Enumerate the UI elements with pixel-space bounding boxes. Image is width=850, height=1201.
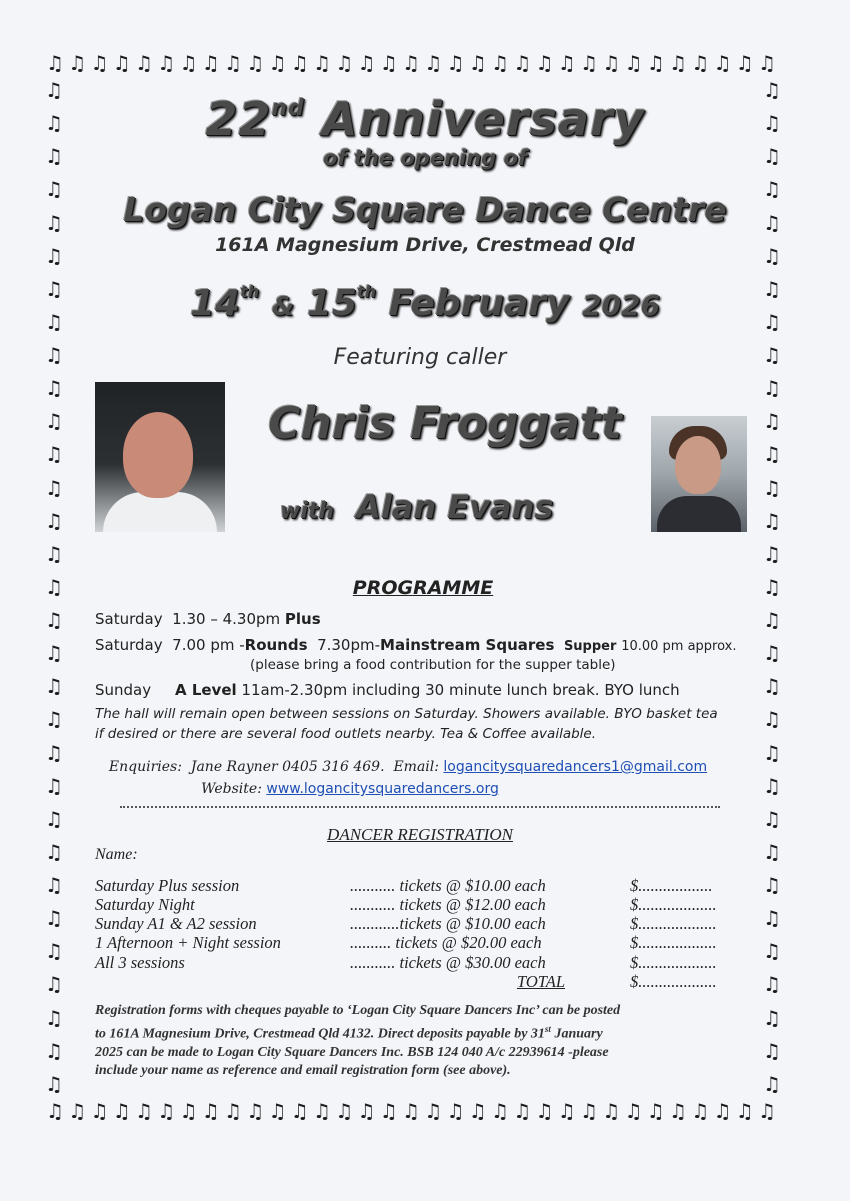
website-line: Website: www.logancitysquaredancers.org [201, 781, 499, 797]
music-note-icon: ♫ [45, 177, 63, 202]
music-note-icon: ♫ [763, 806, 781, 831]
music-note-icon: ♫ [135, 51, 153, 75]
music-note-icon: ♫ [45, 276, 63, 301]
music-note-icon: ♫ [763, 177, 781, 202]
music-note-icon: ♫ [90, 51, 109, 75]
music-note-icon: ♫ [763, 608, 781, 632]
music-note-icon: ♫ [763, 1005, 781, 1030]
music-note-icon: ♫ [491, 1099, 509, 1123]
registration-heading: DANCER REGISTRATION [327, 825, 513, 844]
music-note-icon: ♫ [580, 51, 598, 75]
music-note-icon: ♫ [201, 51, 220, 75]
registration-total-row [95, 972, 745, 992]
note-line: The hall will remain open between sessions on Saturday. Showers available. BYO basket tea [95, 706, 718, 722]
music-note-icon: ♫ [763, 210, 781, 235]
session-name: Sunday A1 & A2 session [95, 914, 257, 933]
music-note-icon: ♫ [763, 1038, 781, 1063]
music-note-icon: ♫ [763, 906, 781, 931]
music-note-icon: ♫ [45, 475, 63, 500]
music-note-icon: ♫ [246, 1099, 265, 1123]
music-note-icon: ♫ [735, 1099, 754, 1123]
music-note-icon: ♫ [290, 51, 309, 75]
co-caller-line: with Alan Evans [280, 488, 554, 526]
music-note-icon: ♫ [45, 574, 63, 599]
music-note-icon: ♫ [513, 51, 532, 75]
music-note-icon: ♫ [580, 1099, 598, 1123]
music-note-icon: ♫ [424, 51, 443, 75]
session-name: All 3 sessions [95, 953, 185, 972]
music-note-icon: ♫ [45, 1005, 63, 1030]
music-note-icon: ♫ [45, 343, 63, 367]
music-note-icon: ♫ [45, 773, 63, 798]
total-label: TOTAL [517, 972, 566, 991]
photo-shirt [657, 496, 741, 532]
programme-saturday-afternoon: Saturday 1.30 – 4.30pm Plus [95, 610, 321, 628]
music-note-icon: ♫ [669, 51, 687, 75]
music-note-icon: ♫ [112, 51, 131, 75]
music-note-icon: ♫ [513, 1099, 532, 1123]
music-note-icon: ♫ [335, 51, 354, 75]
music-note-icon: ♫ [763, 144, 781, 169]
ticket-price: ........... tickets @ $30.00 each [350, 953, 546, 972]
session-name: Saturday Plus session [95, 876, 240, 895]
music-note-icon: ♫ [45, 210, 63, 235]
music-note-icon: ♫ [763, 1071, 781, 1096]
music-note-icon: ♫ [201, 1099, 220, 1123]
music-note-icon: ♫ [763, 873, 781, 897]
music-note-icon: ♫ [446, 51, 465, 75]
event-dates: 14th & 15th February 2026 [189, 282, 660, 324]
opening-subtitle: of the opening of [322, 146, 528, 170]
music-note-border-bottom [46, 1098, 776, 1124]
music-note-icon: ♫ [763, 641, 781, 666]
music-note-icon: ♫ [45, 707, 63, 732]
music-note-icon: ♫ [763, 740, 781, 765]
music-note-icon: ♫ [669, 1099, 687, 1123]
music-note-icon: ♫ [402, 51, 420, 75]
music-note-icon: ♫ [691, 51, 710, 75]
music-note-icon: ♫ [763, 541, 781, 566]
music-note-icon: ♫ [45, 806, 63, 831]
note-line: if desired or there are several food outlets nearby. Tea & Coffee available. [95, 726, 597, 742]
music-note-icon: ♫ [112, 1099, 131, 1123]
programme-heading: PROGRAMME [352, 577, 494, 599]
session-name: 1 Afternoon + Night session [95, 933, 281, 952]
payment-instructions [95, 1002, 755, 1080]
programme-saturday-night: Saturday 7.00 pm -Rounds 7.30pm-Mainstream Squares Supper 10.00 pm approx. [95, 636, 737, 654]
anniversary-title: 22nd Anniversary [205, 92, 645, 146]
footer-line: 2025 can be made to Logan City Square Dancers Inc. BSB 124 040 A/c 22939614 -please [95, 1044, 609, 1060]
music-note-icon: ♫ [646, 1099, 665, 1123]
music-note-icon: ♫ [763, 508, 781, 533]
music-note-icon: ♫ [379, 1099, 398, 1123]
music-note-icon: ♫ [46, 1099, 64, 1123]
music-note-icon: ♫ [763, 939, 781, 964]
name-field-label: Name: [95, 846, 138, 863]
photo-face [675, 436, 721, 494]
music-note-icon: ♫ [379, 51, 398, 75]
footer-line: to 161A Magnesium Drive, Crestmead Qld 4132. Direct deposits payable by 31st January [95, 1024, 603, 1042]
music-note-icon: ♫ [763, 475, 781, 500]
programme-sunday: Sunday A Level 11am-2.30pm including 30 minute lunch break. BYO lunch [95, 681, 680, 699]
registration-row [95, 876, 745, 896]
ticket-price: ........... tickets @ $12.00 each [350, 895, 546, 914]
total-amount-blank: $................... [630, 972, 717, 991]
amount-blank: $................... [630, 914, 717, 933]
music-note-icon: ♫ [68, 51, 87, 75]
music-note-icon: ♫ [763, 376, 781, 401]
music-note-border-top [46, 50, 776, 76]
co-caller-photo [651, 416, 747, 532]
music-note-icon: ♫ [468, 1099, 487, 1123]
music-note-icon: ♫ [763, 707, 781, 732]
music-note-icon: ♫ [713, 51, 732, 75]
music-note-icon: ♫ [179, 1099, 198, 1123]
music-note-icon: ♫ [763, 972, 781, 997]
music-note-icon: ♫ [446, 1099, 465, 1123]
music-note-icon: ♫ [758, 1099, 776, 1123]
music-note-icon: ♫ [45, 508, 63, 533]
music-note-icon: ♫ [602, 1099, 621, 1123]
music-note-icon: ♫ [45, 409, 63, 434]
music-note-icon: ♫ [157, 51, 176, 75]
session-name: Saturday Night [95, 895, 195, 914]
music-note-icon: ♫ [763, 276, 781, 301]
music-note-icon: ♫ [45, 906, 63, 931]
music-note-icon: ♫ [45, 376, 63, 401]
music-note-icon: ♫ [45, 740, 63, 765]
cut-line [120, 806, 720, 808]
music-note-icon: ♫ [45, 111, 63, 136]
music-note-icon: ♫ [268, 51, 287, 75]
music-note-icon: ♫ [246, 51, 265, 75]
music-note-icon: ♫ [763, 839, 781, 864]
music-note-icon: ♫ [763, 78, 781, 102]
music-note-icon: ♫ [45, 442, 63, 467]
music-note-icon: ♫ [45, 78, 63, 102]
amount-blank: $................... [630, 895, 717, 914]
music-note-icon: ♫ [763, 309, 781, 334]
ticket-price: ........... tickets @ $10.00 each [350, 876, 546, 895]
photo-shirt [103, 492, 217, 532]
music-note-icon: ♫ [763, 111, 781, 136]
music-note-icon: ♫ [557, 1099, 576, 1123]
music-note-icon: ♫ [45, 972, 63, 997]
music-note-icon: ♫ [268, 1099, 287, 1123]
music-note-icon: ♫ [357, 51, 376, 75]
website-link[interactable]: www.logancitysquaredancers.org [266, 781, 499, 797]
music-note-icon: ♫ [45, 1071, 63, 1096]
music-note-icon: ♫ [313, 51, 331, 75]
centre-name: Logan City Square Dance Centre [123, 190, 727, 229]
music-note-icon: ♫ [224, 51, 242, 75]
supper-note: (please bring a food contribution for the supper table) [250, 657, 616, 673]
enquiries-line: Enquiries: Jane Rayner 0405 316 469. Email: logancitysquaredancers1@gmail.com [108, 759, 708, 775]
music-note-icon: ♫ [424, 1099, 443, 1123]
music-note-icon: ♫ [46, 51, 64, 75]
footer-line: include your name as reference and email registration form (see above). [95, 1062, 511, 1078]
music-note-icon: ♫ [491, 51, 509, 75]
music-note-icon: ♫ [357, 1099, 376, 1123]
music-note-icon: ♫ [45, 674, 63, 699]
music-note-icon: ♫ [763, 409, 781, 434]
music-note-icon: ♫ [157, 1099, 176, 1123]
featuring-label: Featuring caller [333, 345, 507, 370]
music-note-icon: ♫ [45, 873, 63, 897]
music-note-icon: ♫ [557, 51, 576, 75]
music-note-icon: ♫ [763, 442, 781, 467]
ticket-price: ............tickets @ $10.00 each [350, 914, 546, 933]
registration-row [95, 914, 745, 934]
music-note-icon: ♫ [624, 1099, 643, 1123]
venue-address: 161A Magnesium Drive, Crestmead Qld [215, 234, 635, 256]
amount-blank: $.................. [630, 876, 713, 895]
music-note-icon: ♫ [646, 51, 665, 75]
music-note-icon: ♫ [735, 51, 754, 75]
amount-blank: $................... [630, 953, 717, 972]
caller-name: Chris Froggatt [268, 398, 622, 449]
music-note-icon: ♫ [763, 243, 781, 268]
music-note-icon: ♫ [45, 541, 63, 566]
registration-row [95, 895, 745, 915]
music-note-icon: ♫ [602, 51, 621, 75]
registration-row [95, 953, 745, 973]
music-note-icon: ♫ [290, 1099, 309, 1123]
music-note-icon: ♫ [335, 1099, 354, 1123]
music-note-icon: ♫ [713, 1099, 732, 1123]
amount-blank: $................... [630, 933, 717, 952]
music-note-icon: ♫ [763, 574, 781, 599]
email-link[interactable]: logancitysquaredancers1@gmail.com [443, 759, 708, 775]
music-note-icon: ♫ [691, 1099, 710, 1123]
programme-notes [95, 704, 718, 744]
music-note-icon: ♫ [313, 1099, 331, 1123]
music-note-icon: ♫ [179, 51, 198, 75]
music-note-icon: ♫ [758, 51, 776, 75]
music-note-icon: ♫ [45, 243, 63, 268]
music-note-icon: ♫ [45, 641, 63, 666]
registration-row [95, 933, 745, 953]
music-note-icon: ♫ [535, 1099, 554, 1123]
music-note-icon: ♫ [45, 939, 63, 964]
music-note-icon: ♫ [224, 1099, 242, 1123]
music-note-icon: ♫ [68, 1099, 87, 1123]
music-note-icon: ♫ [763, 773, 781, 798]
music-note-icon: ♫ [45, 309, 63, 334]
music-note-icon: ♫ [763, 674, 781, 699]
music-note-icon: ♫ [468, 51, 487, 75]
footer-line: Registration forms with cheques payable to ‘Logan City Square Dancers Inc’ can be posted [95, 1003, 621, 1018]
ticket-price: .......... tickets @ $20.00 each [350, 933, 542, 952]
music-note-icon: ♫ [45, 608, 63, 632]
music-note-icon: ♫ [535, 51, 554, 75]
music-note-icon: ♫ [45, 839, 63, 864]
music-note-icon: ♫ [90, 1099, 109, 1123]
music-note-icon: ♫ [624, 51, 643, 75]
music-note-icon: ♫ [135, 1099, 153, 1123]
music-note-icon: ♫ [402, 1099, 420, 1123]
music-note-icon: ♫ [45, 144, 63, 169]
music-note-icon: ♫ [45, 1038, 63, 1063]
music-note-icon: ♫ [763, 343, 781, 367]
